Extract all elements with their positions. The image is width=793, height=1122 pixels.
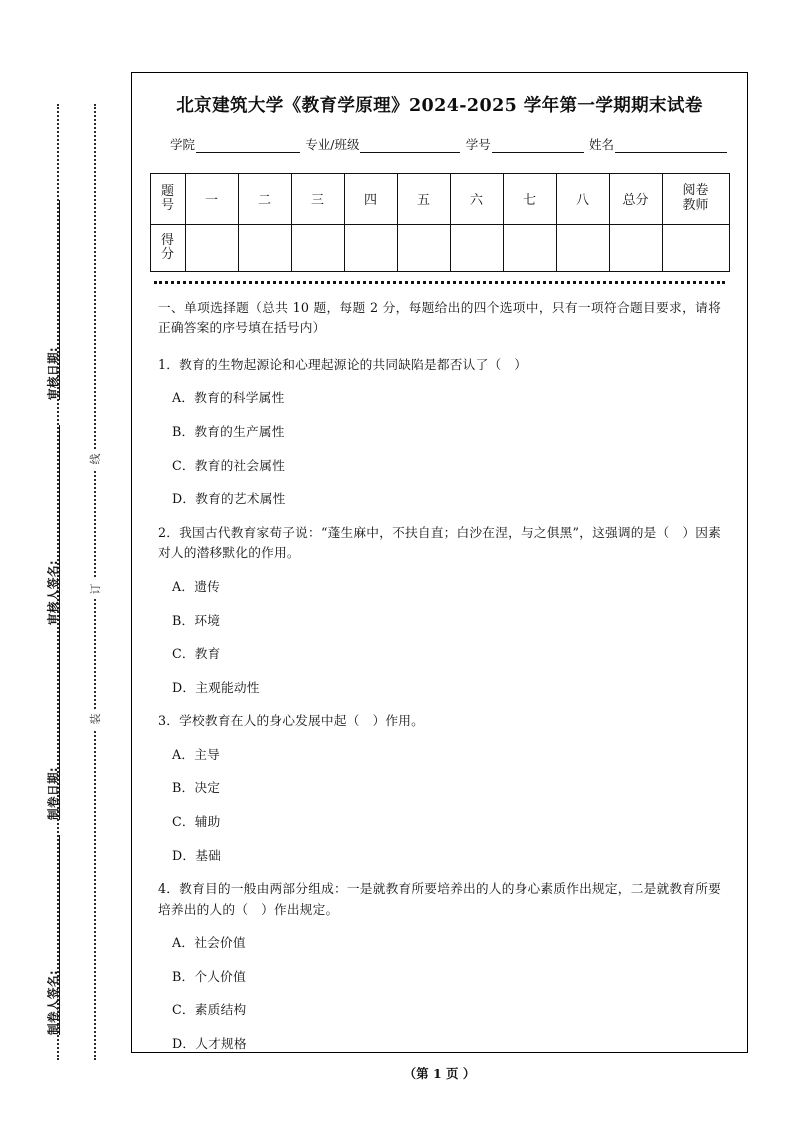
paper-maker-signature-label: 制卷人签名:: [45, 835, 60, 1035]
score-cell-3[interactable]: [291, 224, 344, 271]
table-header-question-number: [150, 173, 185, 224]
question-stem-1: 1．教育的生物起源论和心理起源论的共同缺陷是都否认了（ ）: [158, 356, 528, 372]
score-cell-total[interactable]: [609, 224, 662, 271]
table-header-col-5: 五: [397, 173, 450, 224]
info-field-student-id: [466, 135, 584, 153]
table-header-col-3: 三: [291, 173, 344, 224]
score-cell-4[interactable]: [344, 224, 397, 271]
section-heading-multiple-choice: 一、单项选择题（总共 10 题，每题 2 分，每题给出的四个选项中，只有一项符合题目要求，请将正确答案的序号填在括号内）: [158, 299, 721, 336]
exam-paper-sheet: [131, 72, 748, 1053]
question-2-option-a[interactable]: A．遗传: [172, 578, 221, 594]
info-blank-name[interactable]: [615, 138, 727, 153]
table-row-question-numbers: [150, 173, 729, 224]
table-header-grading-teacher: [662, 173, 729, 224]
table-header-total: 总分: [609, 173, 662, 224]
exam-body: [158, 298, 721, 1055]
question-stem-2: 2．我国古代教育家荀子说：“蓬生麻中，不扶自直；白沙在涅，与之俱黑”，这强调的是（ ）因素对人的潜移默化的作用。: [158, 524, 721, 561]
score-char-1: 得: [160, 232, 174, 248]
score-cell-2[interactable]: [238, 224, 291, 271]
question-3-option-a[interactable]: A．主导: [172, 746, 221, 762]
question-1-option-b[interactable]: B．教育的生产属性: [172, 424, 285, 440]
score-cell-grading-teacher[interactable]: [662, 224, 729, 271]
grading-teacher-char-2: 教师: [682, 197, 709, 213]
table-row-scores: [150, 224, 729, 271]
question-number-char-2: 号: [160, 197, 174, 213]
table-header-col-8: 八: [556, 173, 609, 224]
question-4-option-d[interactable]: D．人才规格: [172, 1036, 247, 1052]
question-3-option-b[interactable]: B．决定: [172, 780, 221, 796]
question-stem-4: 4．教育目的一般由两部分组成：一是就教育所要培养出的人的身心素质作出规定，二是就教育所要培养出的人的（ ）作出规定。: [158, 881, 721, 917]
question-1-option-d[interactable]: D．教育的艺术属性: [172, 491, 286, 507]
question-number-char-1: 题: [160, 183, 174, 199]
info-field-college: [170, 135, 300, 153]
reviewer-signature-label: 审核人签名:: [45, 425, 60, 625]
page-footer: （第 1 页 ）: [403, 1066, 476, 1081]
question-1-option-c[interactable]: C．教育的社会属性: [172, 457, 286, 473]
question-4-option-a[interactable]: A．社会价值: [172, 935, 246, 951]
info-blank-college[interactable]: [196, 138, 300, 153]
grading-teacher-char-1: 阅卷: [682, 182, 709, 198]
question-2-option-d[interactable]: D．主观能动性: [172, 679, 260, 695]
table-header-score: [150, 224, 185, 271]
dotted-divider: [154, 281, 725, 284]
question-3-option-c[interactable]: C．辅助: [172, 814, 221, 829]
score-table: [150, 173, 730, 272]
question-4-option-b[interactable]: B．个人价值: [172, 968, 246, 984]
question-stem-3: 3．学校教育在人的身心发展中起（ ）作用。: [158, 713, 425, 729]
info-field-major-class: [305, 135, 460, 153]
student-info-line: [170, 135, 727, 153]
page-title: 北京建筑大学《教育学原理》2024‑2025 学年第一学期期末试卷: [176, 96, 703, 116]
table-header-col-6: 六: [450, 173, 503, 224]
info-field-name: [589, 135, 727, 153]
question-4-option-c[interactable]: C．素质结构: [172, 1002, 247, 1018]
info-label-student-id: 学号: [465, 136, 491, 152]
info-blank-student-id[interactable]: [492, 138, 584, 153]
table-header-col-4: 四: [344, 173, 397, 224]
info-label-major-class: 专业/班级: [305, 136, 360, 152]
score-cell-1[interactable]: [185, 224, 238, 271]
left-margin-strip: [0, 0, 131, 1122]
score-char-2: 分: [160, 246, 174, 262]
seam-mark-line: 线: [84, 449, 106, 469]
seam-mark-bind: 订: [84, 579, 106, 599]
question-2-option-b[interactable]: B．环境: [172, 612, 221, 628]
question-1-option-a[interactable]: A．教育的科学属性: [172, 390, 285, 406]
table-header-col-1: 一: [185, 173, 238, 224]
score-cell-7[interactable]: [503, 224, 556, 271]
paper-date-label: 制卷日期:: [45, 620, 60, 820]
review-date-label: 审核日期:: [45, 200, 60, 400]
table-header-col-7: 七: [503, 173, 556, 224]
question-2-option-c[interactable]: C．教育: [172, 646, 221, 662]
info-label-college: 学院: [170, 136, 196, 152]
info-label-name: 姓名: [589, 136, 615, 152]
seam-mark-assemble: 装: [84, 709, 106, 729]
question-3-option-d[interactable]: D．基础: [172, 847, 222, 863]
table-header-col-2: 二: [238, 173, 291, 224]
score-cell-5[interactable]: [397, 224, 450, 271]
info-blank-major-class[interactable]: [360, 138, 460, 153]
score-cell-6[interactable]: [450, 224, 503, 271]
score-cell-8[interactable]: [556, 224, 609, 271]
